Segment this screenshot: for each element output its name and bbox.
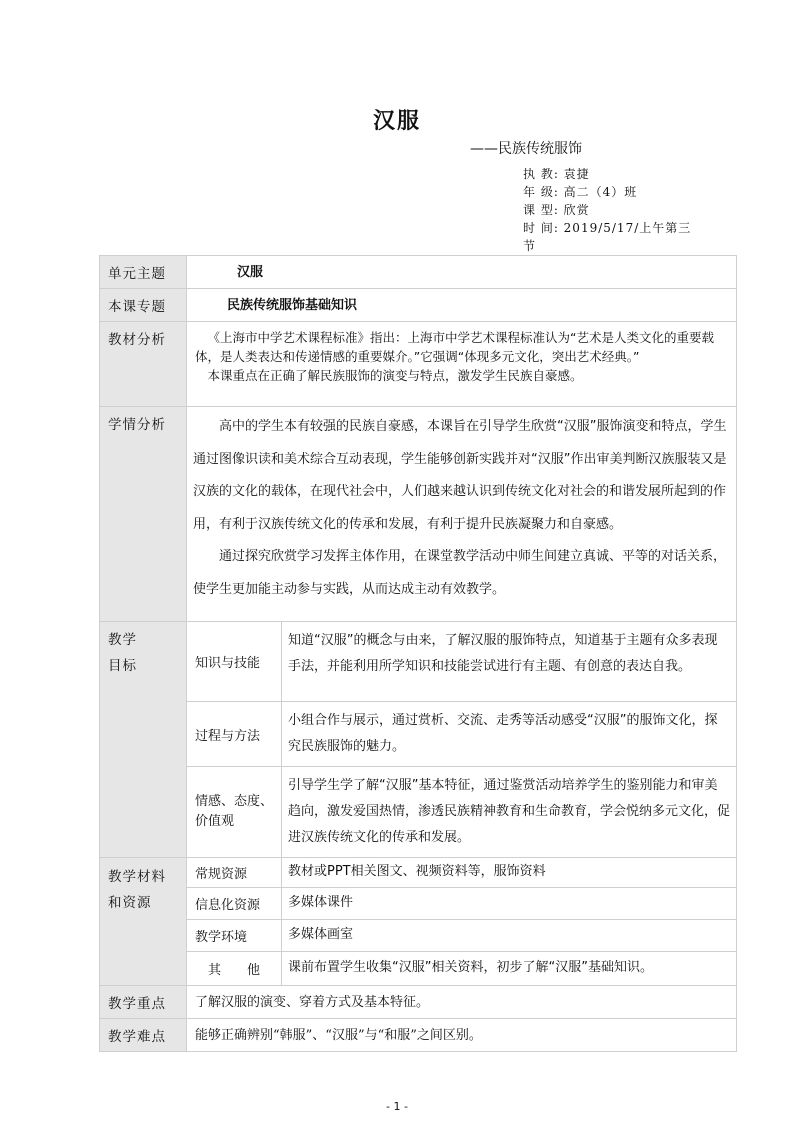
label-info-resources: 信息化资源 (187, 888, 282, 920)
label-key-points: 教学重点 (100, 986, 187, 1019)
content-info-resources: 多媒体课件 (282, 888, 737, 920)
info-type: 课 型: 欣赏 (523, 203, 590, 217)
textbook-paragraph-2: 本课重点在正确了解民族服饰的演变与特点，激发学生民族自豪感。 (207, 368, 583, 383)
row-material-other (100, 952, 737, 986)
row-lesson-topic (100, 289, 737, 322)
row-material-env (100, 920, 737, 952)
label-student-analysis: 学情分析 (100, 407, 187, 622)
content-emotion-values: 引导学生学了解“汉服”基本特征，通过鉴赏活动培养学生的鉴别能力和审美趋向，激发爱国热情，渗透民族精神教育和生命教育，学会悦纳多元文化，促进汉族传统文化的传承和发展。 (282, 767, 737, 858)
label-difficulties: 教学难点 (100, 1019, 187, 1052)
row-material-info (100, 888, 737, 920)
content-process-methods: 小组合作与展示，通过赏析、交流、走秀等活动感受“汉服”的服饰文化，探究民族服饰的魅力。 (282, 702, 737, 767)
label-objectives: 教学 目标 (100, 622, 187, 858)
label-materials: 教学材料 和资源 (100, 858, 187, 986)
row-key-points (100, 986, 737, 1019)
row-objective-emotion (100, 767, 737, 858)
label-emotion-values: 情感、态度、价值观 (187, 767, 282, 858)
document-title: 汉服 (372, 109, 421, 134)
content-regular-resources: 教材或PPT相关图文、视频资料等，服饰资料 (282, 858, 737, 888)
page-number: - 1 - (386, 1100, 408, 1113)
students-paragraph-2: 通过探究欣赏学习发挥主体作用，在课堂教学活动中师生间建立真诚、平等的对话关系，使学生更加能主动参与实践，从而达成主动有效教学。 (193, 549, 727, 597)
info-teacher: 执 教: 袁捷 (523, 167, 590, 181)
lesson-info (523, 165, 733, 255)
row-material-regular (100, 858, 737, 888)
textbook-paragraph-1: 《上海市中学艺术课程标准》指出：上海市中学艺术课程标准认为“艺术是人类文化的重要载体，是人类表达和传递情感的重要媒介。”它强调“体现多元文化，突出艺术经典。” (195, 330, 714, 364)
label-unit-theme: 单元主题 (100, 256, 187, 289)
row-unit-theme (100, 256, 737, 289)
info-grade: 年 级: 高二（4）班 (523, 185, 638, 199)
row-student-analysis (100, 407, 737, 622)
value-unit-theme: 汉服 (187, 256, 737, 289)
content-other: 课前布置学生收集“汉服”相关资料，初步了解“汉服”基础知识。 (282, 952, 737, 986)
document-subtitle: ——民族传统服饰 (470, 141, 582, 157)
content-difficulties: 能够正确辨别“韩服”、“汉服”与“和服”之间区别。 (187, 1019, 737, 1052)
content-teaching-environment: 多媒体画室 (282, 920, 737, 952)
row-difficulties (100, 1019, 737, 1052)
label-regular-resources: 常规资源 (187, 858, 282, 888)
row-objective-process (100, 702, 737, 767)
content-textbook-analysis (187, 322, 737, 407)
info-time-cont: 节 (523, 239, 537, 253)
label-teaching-environment: 教学环境 (187, 920, 282, 952)
row-objective-knowledge (100, 622, 737, 702)
label-process-methods: 过程与方法 (187, 702, 282, 767)
students-paragraph-1: 高中的学生本有较强的民族自豪感，本课旨在引导学生欣赏“汉服”服饰演变和特点，学生通过图像识读和美术综合互动表现，学生能够创新实践并对“汉服”作出审美判断汉族服装又是汉族的文化的载体，在现代社会中，人们越来越认识到传统文化对社会的和谐发展所起到的作用，有利于汉族传统文化的传承和发展，有利于提升民族凝聚力和自豪感。 (193, 419, 727, 532)
label-lesson-topic: 本课专题 (100, 289, 187, 322)
label-knowledge-skills: 知识与技能 (187, 622, 282, 702)
lesson-plan-table (99, 255, 737, 1052)
value-lesson-topic: 民族传统服饰基础知识 (187, 289, 737, 322)
content-student-analysis (187, 407, 737, 622)
label-textbook-analysis: 教材分析 (100, 322, 187, 407)
content-key-points: 了解汉服的演变、穿着方式及基本特征。 (187, 986, 737, 1019)
info-time: 时 间: 2019/5/17/上午第三 (523, 221, 692, 235)
row-textbook-analysis (100, 322, 737, 407)
content-knowledge-skills: 知道“汉服”的概念与由来，了解汉服的服饰特点，知道基于主题有众多表现手法，并能利用所学知识和技能尝试进行有主题、有创意的表达自我。 (282, 622, 737, 702)
label-other: 其 他 (187, 952, 282, 986)
